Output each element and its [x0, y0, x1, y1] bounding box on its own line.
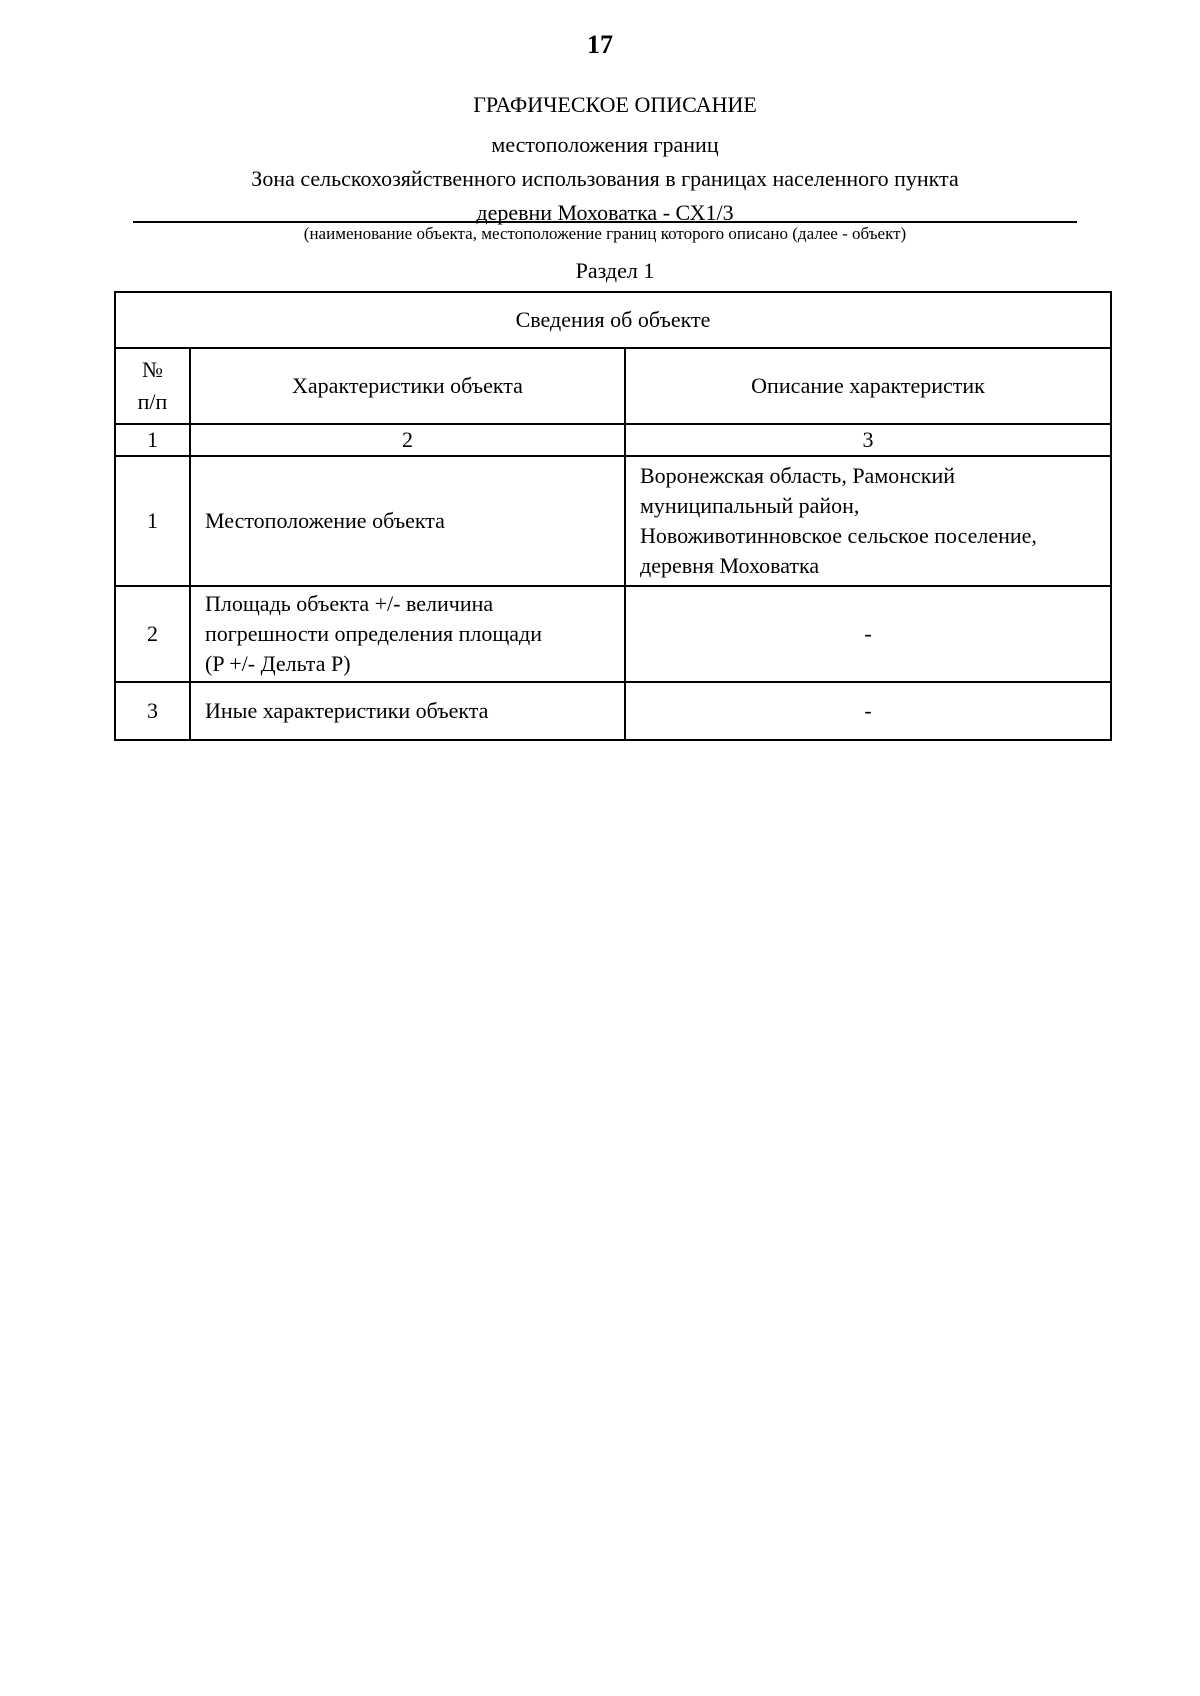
header-characteristic: Характеристики объекта	[190, 348, 625, 424]
table-caption-row	[115, 292, 1111, 348]
row-number: 1	[115, 456, 190, 586]
description-line: Новоживотинновское сельское поселение,	[640, 523, 1037, 548]
subtitle-line: деревни Моховатка - СХ1/3	[476, 200, 734, 225]
header-num-line1: №	[142, 357, 163, 382]
page-number: 17	[587, 30, 613, 59]
row-description	[625, 586, 1111, 682]
rule-caption: (наименование объекта, местоположение границ которого описано (далее - объект)	[303, 224, 907, 243]
column-number: 2	[190, 424, 625, 456]
row-number: 3	[115, 682, 190, 740]
characteristic-line: Иные характеристики объекта	[205, 698, 489, 723]
header-num	[115, 348, 190, 424]
table-row	[115, 586, 1111, 682]
subtitle-line: Зона сельскохозяйственного использования в границах населенного пункта	[251, 166, 959, 191]
subtitle-line: местоположения границ	[491, 132, 719, 157]
row-characteristic	[190, 586, 625, 682]
column-number: 1	[115, 424, 190, 456]
description-line: Воронежская область, Рамонский	[640, 463, 956, 488]
description-line: муниципальный район,	[640, 493, 860, 518]
row-description	[625, 456, 1111, 586]
characteristic-line: (P +/- Дельта P)	[205, 651, 351, 676]
object-info-table	[114, 291, 1112, 741]
row-description	[625, 682, 1111, 740]
table-row	[115, 682, 1111, 740]
underline-rule	[133, 221, 1077, 223]
characteristic-line: Местоположение объекта	[205, 508, 445, 533]
table-header-row	[115, 348, 1111, 424]
section-label: Раздел 1	[575, 258, 655, 283]
table-caption: Сведения об объекте	[115, 292, 1111, 348]
column-number: 3	[625, 424, 1111, 456]
document-title: ГРАФИЧЕСКОЕ ОПИСАНИЕ	[473, 92, 757, 117]
row-characteristic	[190, 682, 625, 740]
row-characteristic	[190, 456, 625, 586]
description-line: деревня Моховатка	[640, 553, 820, 578]
characteristic-line: погрешности определения площади	[205, 621, 543, 646]
table-row	[115, 456, 1111, 586]
description-line: -	[864, 698, 872, 723]
row-number: 2	[115, 586, 190, 682]
object-name-block	[132, 128, 1078, 230]
header-num-line2: п/п	[137, 389, 168, 414]
header-description: Описание характеристик	[625, 348, 1111, 424]
characteristic-line: Площадь объекта +/- величина	[205, 591, 494, 616]
column-number-row	[115, 424, 1111, 456]
description-line: -	[864, 621, 872, 646]
